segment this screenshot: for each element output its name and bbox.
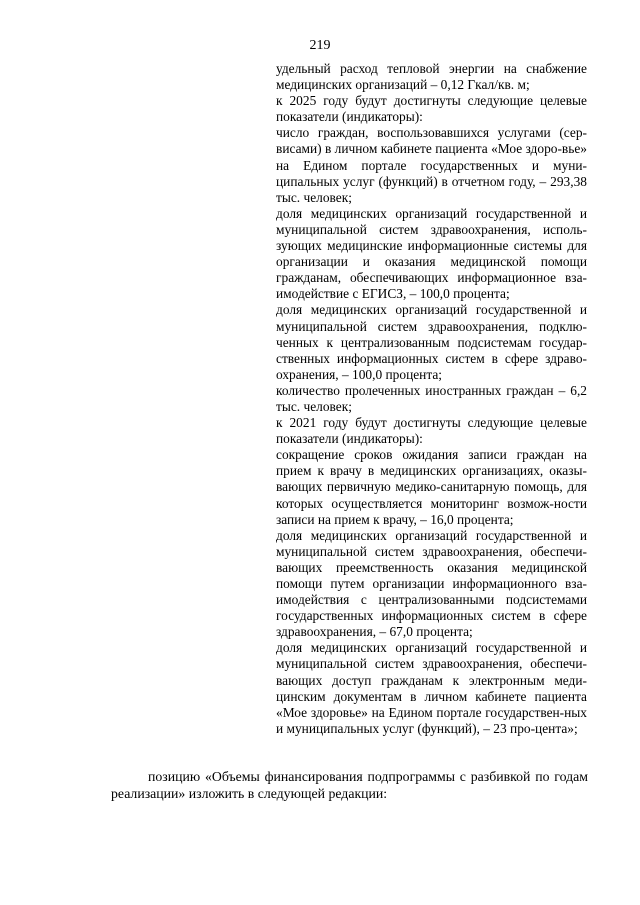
paragraph-egisz-interaction: доля медицинских организаций государственной и муниципальной систем здравоохранения, исполь-зующих медицинские информационные системы для организации и оказания медицинской помощи гражданам, обеспечивающих информационное вза-имодействие с ЕГИСЗ, – 100,0 процента; (276, 205, 587, 302)
paragraph-heat-energy: удельный расход тепловой энергии на снабжение медицинских организаций – 0,12 Гкал/кв. м; (276, 61, 587, 93)
paragraph-financing-position: позицию «Объемы финансирования подпрограммы с разбивкой по годам реализации» изложить в следующей редакции: (111, 769, 588, 801)
page-number: 219 (309, 38, 331, 53)
paragraph-electronic-documents: доля медицинских организаций государственной и муниципальной систем здравоохранения, обеспечи-вающих доступ гражданам к электронным меди-цинским документам в личном кабинете пациента «Мое здоровье» на Едином портале государствен-ных и муниципальных услуг (функций), – 23 про-цента»; (276, 640, 587, 736)
paragraph-2021-heading: к 2021 году будут достигнуты следующие целевые показатели (индикаторы): (276, 415, 587, 447)
paragraph-centralized-subsystems: доля медицинских организаций государственной и муниципальной систем здравоохранения, подклю-ченных к централизованным подсистемам государ-ственных информационных систем в сфере здраво-охранения, – 100,0 процента; (276, 302, 587, 382)
amendment-instruction (111, 768, 588, 802)
paragraph-foreign-patients: количество пролеченных иностранных граждан – 6,2 тыс. человек; (276, 382, 587, 414)
paragraph-2025-heading: к 2025 году будут достигнуты следующие целевые показатели (индикаторы): (276, 93, 587, 125)
paragraph-waiting-time: сокращение сроков ожидания записи граждан на прием к врачу в медицинских организациях, оказы-вающих первичную медико-санитарную помощь, для которых осуществляется мониторинг возмож-ности записи на прием к врачу, – 16,0 процента; (276, 447, 587, 527)
paragraph-continuity-of-care: доля медицинских организаций государственной и муниципальной систем здравоохранения, обеспечи-вающих преемственность оказания медицинской помощи путем организации информационного вза-имодействия с централизованными подсистемами государственных информационных систем в сфере здравоохранения, – 67,0 процента; (276, 527, 587, 640)
paragraph-patient-cabinet-users: число граждан, воспользовавшихся услугами (сер-висами) в личном кабинете пациента «Мое здоро-вье» на Едином портале государственных и муни-ципальных услуг (функций) в отчетном году, – 293,38 тыс. человек; (276, 125, 587, 205)
indicator-column (276, 61, 587, 737)
